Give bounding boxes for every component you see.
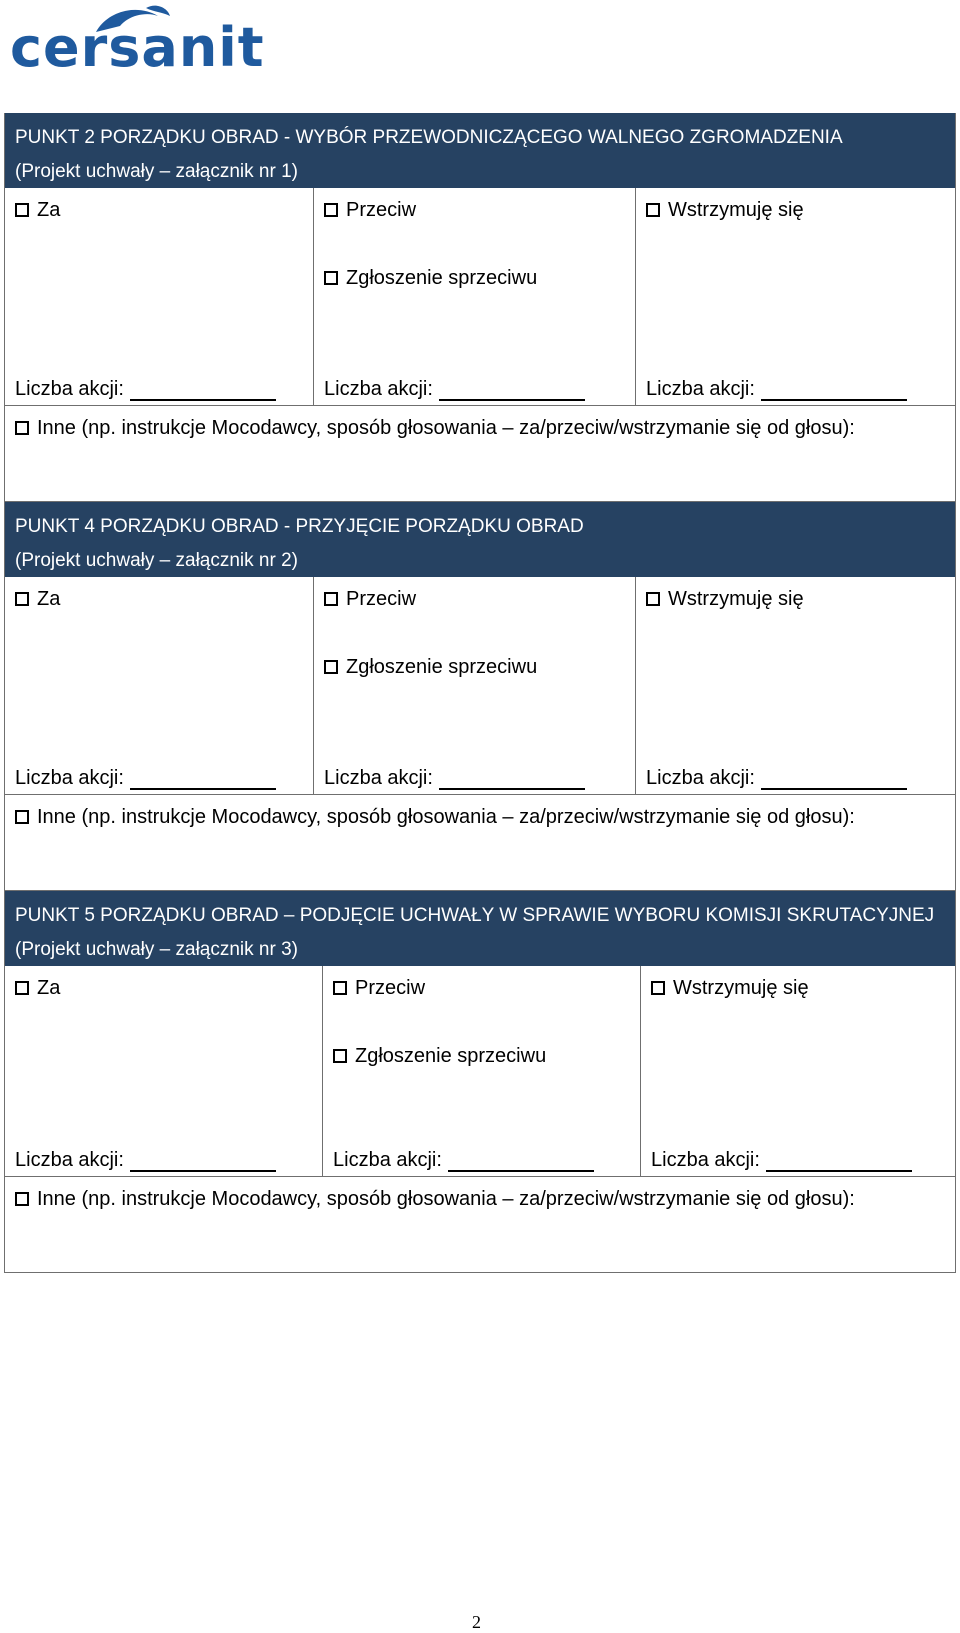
page-number: 2 [472,1612,481,1632]
checkbox-icon [15,203,29,217]
checkbox-icon [651,981,665,995]
section-subtitle: (Projekt uchwały – załącznik nr 1) [15,161,298,182]
section-title: PUNKT 2 PORZĄDKU OBRAD - WYBÓR PRZEWODNICZĄCEGO WALNEGO ZGROMADZENIA [15,127,843,148]
checkbox-for[interactable]: Za [15,198,60,222]
logo-wordmark: cersanit [10,16,265,79]
section-header [5,113,955,188]
vote-section-2 [4,502,956,891]
shares-input-line[interactable] [761,381,907,401]
column-for [5,577,313,794]
section-header [5,502,955,577]
shares-count-for: Liczba akcji: [15,767,276,790]
vote-options-grid [5,188,955,406]
checkbox-icon [333,1049,347,1063]
checkbox-other[interactable]: Inne (np. instrukcje Mocodawcy, sposób głosowania – za/przeciw/wstrzymanie się od głosu): [15,805,855,829]
checkbox-icon [646,203,660,217]
shares-input-line[interactable] [439,381,585,401]
column-abstain [635,577,955,794]
shares-input-line[interactable] [130,381,276,401]
section-subtitle: (Projekt uchwały – załącznik nr 3) [15,939,298,960]
checkbox-objection[interactable]: Zgłoszenie sprzeciwu [333,1044,546,1068]
checkbox-icon [333,981,347,995]
checkbox-icon [15,981,29,995]
shares-count-against: Liczba akcji: [324,378,585,401]
vote-options-grid [5,577,955,795]
shares-count-abstain: Liczba akcji: [646,767,907,790]
vote-section-3 [4,891,956,1273]
checkbox-icon [324,271,338,285]
shares-input-line[interactable] [448,1152,594,1172]
shares-count-abstain: Liczba akcji: [646,378,907,401]
shares-input-line[interactable] [766,1152,912,1172]
checkbox-abstain[interactable]: Wstrzymuję się [646,587,804,611]
section-subtitle: (Projekt uchwały – załącznik nr 2) [15,550,298,571]
other-instructions [5,1177,955,1272]
shares-input-line[interactable] [130,770,276,790]
checkbox-for[interactable]: Za [15,587,60,611]
cersanit-logo [8,2,265,79]
column-against [322,966,640,1176]
checkbox-objection[interactable]: Zgłoszenie sprzeciwu [324,655,537,679]
shares-count-for: Liczba akcji: [15,378,276,401]
checkbox-icon [15,1192,29,1206]
checkbox-icon [15,421,29,435]
checkbox-icon [324,660,338,674]
checkbox-against[interactable]: Przeciw [333,976,425,1000]
shares-input-line[interactable] [439,770,585,790]
checkbox-against[interactable]: Przeciw [324,587,416,611]
checkbox-against[interactable]: Przeciw [324,198,416,222]
checkbox-abstain[interactable]: Wstrzymuję się [651,976,809,1000]
checkbox-icon [646,592,660,606]
shares-input-line[interactable] [130,1152,276,1172]
section-header [5,891,955,966]
section-title: PUNKT 5 PORZĄDKU OBRAD – PODJĘCIE UCHWAŁY W SPRAWIE WYBORU KOMISJI SKRUTACYJNEJ [15,905,935,926]
checkbox-icon [324,592,338,606]
checkbox-abstain[interactable]: Wstrzymuję się [646,198,804,222]
column-against [313,188,635,405]
vote-options-grid [5,966,955,1177]
shares-count-against: Liczba akcji: [324,767,585,790]
other-instructions [5,406,955,501]
shares-count-for: Liczba akcji: [15,1149,276,1172]
shares-input-line[interactable] [761,770,907,790]
section-title: PUNKT 4 PORZĄDKU OBRAD - PRZYJĘCIE PORZĄDKU OBRAD [15,516,584,537]
shares-count-against: Liczba akcji: [333,1149,594,1172]
checkbox-for[interactable]: Za [15,976,60,1000]
column-for [5,966,322,1176]
column-for [5,188,313,405]
other-instructions [5,795,955,890]
checkbox-other[interactable]: Inne (np. instrukcje Mocodawcy, sposób głosowania – za/przeciw/wstrzymanie się od głosu): [15,1187,855,1211]
column-abstain [640,966,955,1176]
checkbox-objection[interactable]: Zgłoszenie sprzeciwu [324,266,537,290]
column-abstain [635,188,955,405]
checkbox-icon [324,203,338,217]
checkbox-icon [15,592,29,606]
checkbox-icon [15,810,29,824]
checkbox-other[interactable]: Inne (np. instrukcje Mocodawcy, sposób głosowania – za/przeciw/wstrzymanie się od głosu): [15,416,855,440]
shares-count-abstain: Liczba akcji: [651,1149,912,1172]
column-against [313,577,635,794]
vote-section-1 [4,113,956,502]
